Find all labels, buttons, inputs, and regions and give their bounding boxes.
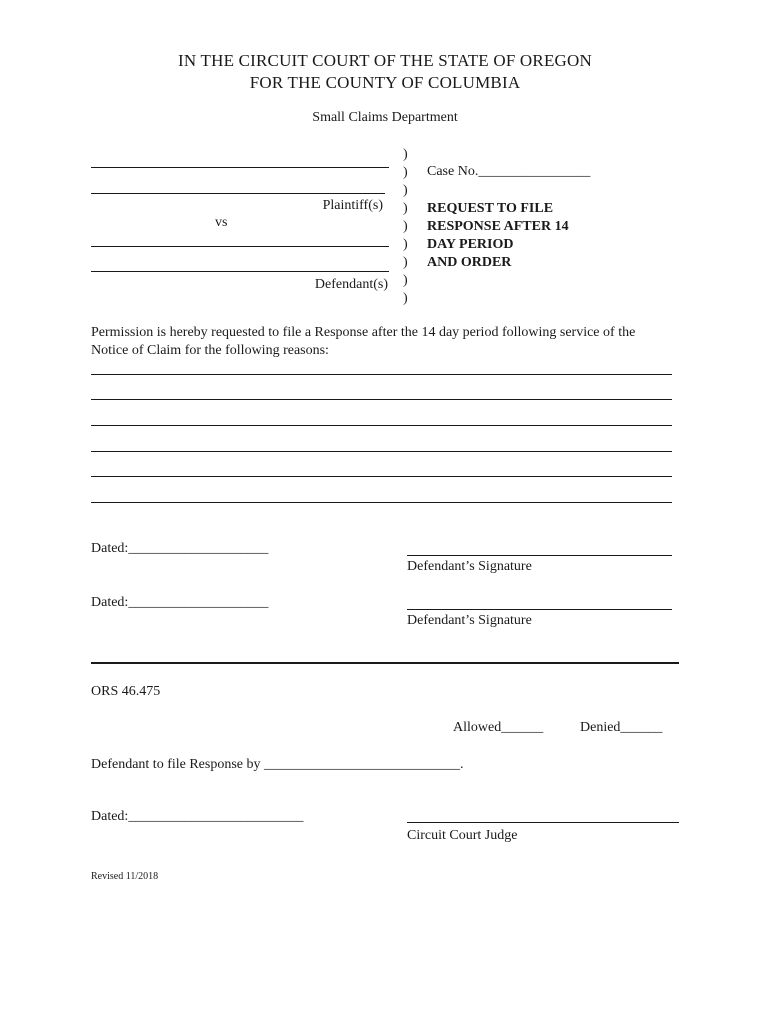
reason-line[interactable] xyxy=(91,399,672,400)
caption-paren: ) xyxy=(403,291,408,306)
request-text-line2: Notice of Claim for the following reasons: xyxy=(91,343,329,358)
defendant-signature-label-1: Defendant’s Signature xyxy=(407,559,532,574)
form-title-line3: DAY PERIOD xyxy=(427,237,514,252)
section-divider xyxy=(91,662,679,664)
plaintiff-name-line-1[interactable] xyxy=(91,167,389,168)
vs-label: vs xyxy=(215,215,228,230)
reason-line[interactable] xyxy=(91,451,672,452)
plaintiff-label: Plaintiff(s) xyxy=(322,198,383,213)
plaintiff-name-line-2[interactable] xyxy=(91,193,385,194)
reason-line[interactable] xyxy=(91,425,672,426)
caption-paren: ) xyxy=(403,273,408,288)
caption-paren: ) xyxy=(403,165,408,180)
revision-note: Revised 11/2018 xyxy=(91,871,159,882)
reason-line[interactable] xyxy=(91,374,672,375)
department-label: Small Claims Department xyxy=(312,110,458,125)
response-deadline-field[interactable]: Defendant to file Response by ____________________________. xyxy=(91,757,464,772)
statute-reference: ORS 46.475 xyxy=(91,684,161,699)
court-title-line2: FOR THE COUNTY OF COLUMBIA xyxy=(249,73,521,92)
caption-paren: ) xyxy=(403,183,408,198)
judge-signature-line[interactable] xyxy=(407,822,679,823)
caption-paren: ) xyxy=(403,147,408,162)
order-dated-field[interactable]: Dated:_________________________ xyxy=(91,809,304,824)
defendant-label: Defendant(s) xyxy=(314,277,388,292)
caption-paren: ) xyxy=(403,255,408,270)
allowed-field[interactable]: Allowed______ xyxy=(453,720,544,735)
caption-paren: ) xyxy=(403,237,408,252)
form-title-line2: RESPONSE AFTER 14 xyxy=(427,219,569,234)
defendant-name-line-2[interactable] xyxy=(91,271,389,272)
defendant-signature-line-2[interactable] xyxy=(407,609,672,610)
caption-paren: ) xyxy=(403,219,408,234)
caption-paren: ) xyxy=(403,201,408,216)
defendant-signature-label-2: Defendant’s Signature xyxy=(407,613,532,628)
defendant-name-line-1[interactable] xyxy=(91,246,389,247)
dated-field-2[interactable]: Dated:____________________ xyxy=(91,595,269,610)
form-title-line4: AND ORDER xyxy=(427,255,512,270)
dated-field-1[interactable]: Dated:____________________ xyxy=(91,541,269,556)
judge-signature-label: Circuit Court Judge xyxy=(407,828,518,843)
request-text-line1: Permission is hereby requested to file a Response after the 14 day period following service of the xyxy=(91,325,636,340)
court-title-line1: IN THE CIRCUIT COURT OF THE STATE OF OREGON xyxy=(178,51,592,70)
reason-line[interactable] xyxy=(91,476,672,477)
form-title-line1: REQUEST TO FILE xyxy=(427,201,554,216)
case-number-field[interactable]: Case No.________________ xyxy=(427,164,591,179)
defendant-signature-line-1[interactable] xyxy=(407,555,672,556)
denied-field[interactable]: Denied______ xyxy=(580,720,663,735)
reason-line[interactable] xyxy=(91,502,672,503)
